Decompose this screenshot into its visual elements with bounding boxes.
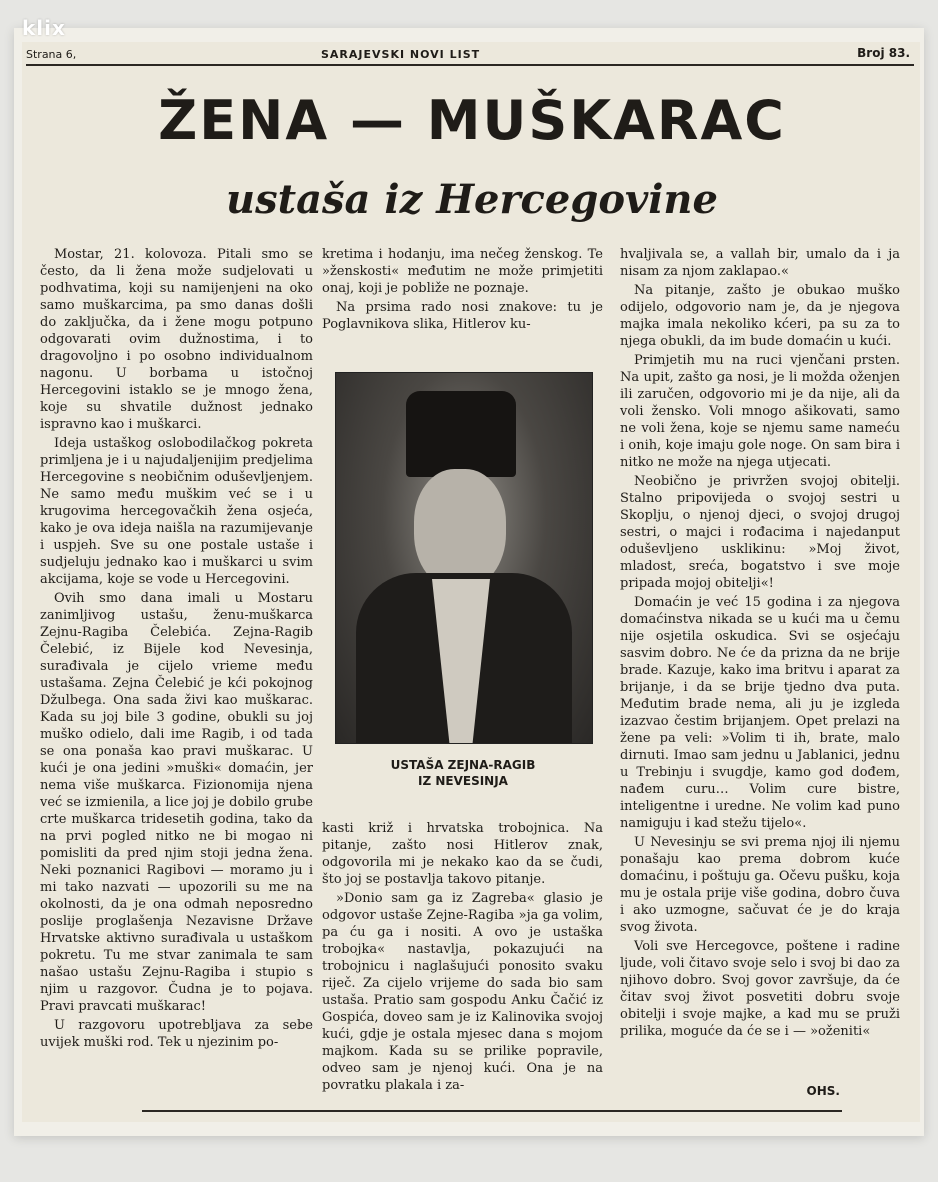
paragraph: Domaćin je već 15 godina i za njegova domaćinstva nikada se u kući ma u čemu nije osjetila oskudica. Svi se osjećaju sasvim dobro. Ne će da prizna da ne brije brade. Kazuje, kako ima britvu i aparat za brijanje, i da se brije tjedno dva puta. Međutim brade nema, ali ju je izgleda izazvao čestim brijanjem. Opet prelazi na žene pa veli: »Volim ti ih, brate, malo dirnuti. Imao sam jednu u Jablanici, jednu u Trebinju i svugdje, kamo god dođem, nađem curu… Volim cure bistre, inteligentne i uredne. Ne volim kad puno namiguju i kad stežu tijelo«. [620, 595, 900, 831]
issue-number: Broj 83. [857, 46, 910, 60]
photo-caption [335, 757, 591, 789]
portrait-photo [335, 372, 593, 744]
author-signature: OHS. [806, 1084, 840, 1098]
article-headline: ŽENA — MUŠKARAC [158, 89, 786, 152]
paragraph: Ovih smo dana imali u Mostaru zanimljivog ustašu, ženu-muškarca Zejnu-Ragiba Čelebića. Zejna-Ragib Čelebić, iz Bijele kod Nevesinja, surađivala je cijelo vrieme među ustašama. Zejna Čelebić je kći pokojnog Džulbega. Ona sada živi kao muškarac. Kada su joj bile 3 godine, obukli su joj muško odielo, dali ime Ragib, i od tada se ona ponaša kao pravi muškarac. U kući je ona jedini »muški« domaćin, jer nema više muškarca. Fizionomija njena već se izmienila, a lice joj je dobilo grube crte muškarca tridesetih godina, tako da na prvi pogled nitko ne bi mogao ni pomisliti da pred njim stoji jedna žena. Neki poznanici Ragibovi — moramo ju i mi tako nazvati — upozorili su me na okolnosti, da je ona odmah neposredno poslije proglašenja Nezavisne Države Hrvatske aktivno surađivala u ustaškom pokretu. Tu me stvar zanimala te sam našao ustašu Zejnu-Ragiba i stupio s njim u razgovor. Čudna je to pojava. Pravi pravcati muškarac! [40, 591, 313, 1014]
photo-caption-line-1: USTAŠA ZEJNA-RAGIB [390, 758, 536, 772]
paragraph: U razgovoru upotrebljava za sebe uvijek muški rod. Tek u njezinim po- [40, 1018, 313, 1050]
bottom-rule [142, 1110, 842, 1112]
paragraph: kretima i hodanju, ima nečeg ženskog. Te »ženskosti« međutim ne može primjetiti onaj, koji je pobliže ne poznaje. [322, 247, 603, 296]
paragraph: Voli sve Hercegovce, poštene i radine ljude, voli čitavo svoje selo i svoj bi dao za njihovo dobro. Svoj govor završuje, da će čitav svoj život posvetiti dobru svoje obitelji i svoje majke, a kad mu se pruži prilika, moguće da će se i — »oženiti« [620, 939, 900, 1039]
paragraph: Na prsima rado nosi znakove: tu je Poglavnikova slika, Hitlerov ku- [322, 300, 603, 332]
photo-caption-line-2: IZ NEVESINJA [418, 774, 508, 788]
face [414, 469, 506, 589]
paragraph: Mostar, 21. kolovoza. Pitali smo se često, da li žena može sudjelovati u podhvatima, koji su namijenjeni na oko samo muškarcima, pa smo danas došli do zaključka, da i žene mogu potpuno odgovarati ovim dužnostima, i to dragovoljno i po osobno individualnom nagonu. U borbama u istočnoj Hercegovini istaklo se je mnogo žena, koje su shvatile dužnost jednako ispravno kao i muškarci. [40, 247, 313, 432]
paragraph: Na pitanje, zašto je obukao muško odijelo, odgovorio nam je, da je njegova majka imala nekoliko kćeri, pa su za to njega obukli, da im bude domaćin u kući. [620, 283, 900, 349]
article-column-2-bottom [322, 820, 603, 1096]
paragraph: »Donio sam ga iz Zagreba« glasio je odgovor ustaše Zejne-Ragiba »ja ga volim, pa ću ga i nositi. A ovo je ustaška trobojka« nastavlja, pokazujući na trobojnicu i naglašujući ponosito svaku riječ. Za cijelo vrijeme do sada bio sam ustaša. Pratio sam gospodu Anku Čačić iz Gospića, doveo sam je iz Kalinovika svojoj kući, gdje je ostala mjesec dana s mojom majkom. Kada su se prilike popravile, odveo sam je njenoj kući. Ona je na povratku plakala i za- [322, 891, 603, 1093]
paragraph: hvaljivala se, a vallah bir, umalo da i ja nisam za njom zaklapao.« [620, 247, 900, 279]
paragraph: U Nevesinju se svi prema njoj ili njemu ponašaju kao prema dobrom kuće domaćinu, i poštuju ga. Očevu pušku, koja mu je ostala prije više godina, dobro čuva i ako uzmogne, sačuvat će je do kraja svog života. [620, 835, 900, 935]
paragraph: kasti križ i hrvatska trobojnica. Na pitanje, zašto nosi Hitlerov znak, odgovorila mi je nekako kao da se čudi, što joj se postavlja takovo pitanje. [322, 821, 603, 887]
site-watermark: klix [22, 16, 66, 40]
paragraph: Ideja ustaškog oslobodilačkog pokreta primljena je i u najudaljenijim predjelima Hercegovine s neobičnim oduševljenjem. Ne samo među muškim već se i u krugovima hercegovačkih žena osjeća, kako je ova ideja naišla na razumijevanje i uspjeh. Sve su one postale ustaše i sudjeluju jednako kao i muškarci u svim akcijama, koje se vode u Hercegovini. [40, 436, 313, 587]
paragraph: Neobično je privržen svojoj obitelji. Stalno pripovijeda o svojoj sestri u Skoplju, o njenoj djeci, o svojoj drugoj sestri, o majci i rođacima i najedanput oduševljeno usklikinu: »Moj život, mladost, sreća, bogatstvo i sve moje pripada mojoj obitelji«! [620, 474, 900, 591]
article-column-3 [620, 246, 900, 1042]
newspaper-title: SARAJEVSKI NOVI LIST [321, 48, 481, 61]
photo-paper [14, 28, 924, 1136]
newspaper-clipping [22, 42, 920, 1122]
article-subheadline: ustaša iz Hercegovine [226, 176, 718, 223]
article-column-2-top [322, 246, 603, 335]
fez-hat [406, 391, 516, 477]
article-column-1 [40, 246, 313, 1053]
newspaper-header [26, 46, 914, 66]
paragraph: Primjetih mu na ruci vjenčani prsten. Na upit, zašto ga nosi, je li možda oženjen ili zaručen, odgovorio mi je da nije, ali da voli žensko. Voli mnogo ašikovati, samo ne voli žena, koje se njemu same nameću i onih, koje imaju gole noge. On sam bira i nitko ne može na njega utjecati. [620, 353, 900, 470]
page-number: Strana 6, [26, 48, 77, 61]
